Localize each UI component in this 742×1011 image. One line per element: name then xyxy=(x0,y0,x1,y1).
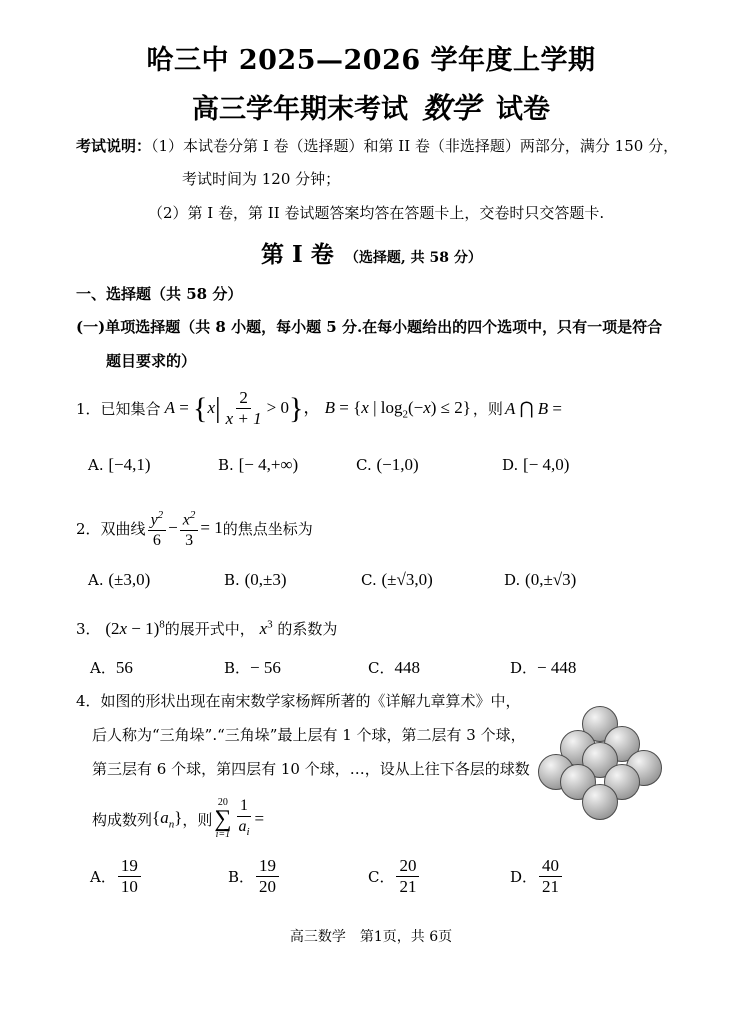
q2-option-d: D. (0,±√3) xyxy=(504,570,577,589)
section-heading xyxy=(261,236,482,269)
exam-title-right: 试卷 xyxy=(496,94,550,125)
q2-pre: 双曲线 xyxy=(100,519,146,538)
q3-mid: 的展开式中， xyxy=(164,620,255,638)
q1-frac-num: 2 xyxy=(236,388,251,409)
q1-option-a: A. [−4,1) xyxy=(88,455,151,474)
instructions-item1-cont: 考试时间为 120 分钟； xyxy=(182,170,341,188)
q2-option-b: B. (0,±3) xyxy=(224,570,287,589)
q4-option-a: A． $\frac{19}{10}$ xyxy=(90,856,143,897)
q1-option-c: C. (−1,0) xyxy=(356,455,419,474)
q4-option-b: B． $\frac{19}{20}$ xyxy=(228,856,281,897)
exam-title-left: 高三学年期末考试 xyxy=(191,94,408,125)
q4-text-2: 后人称为“三角垛”.“三角垛”最上层有 1 个球，第二层有 3 个球， xyxy=(92,726,526,744)
subpart-heading-cont: 题目要求的） xyxy=(106,352,197,370)
q1-option-b: B. [− 4,+∞) xyxy=(218,455,299,474)
q3-option-d: D．− 448 xyxy=(510,658,577,677)
page-footer: 高三数学 第1页，共 6页 xyxy=(289,929,453,945)
q2-frac-1: $\frac{y^2}{6}$ xyxy=(148,505,167,551)
q4-option-d: D． $\frac{40}{21}$ xyxy=(510,856,564,897)
q1-pre: 已知集合 xyxy=(100,400,161,418)
triangular-pile-image xyxy=(538,706,664,824)
q4-sum: 20 ∑ i=1 xyxy=(214,797,232,841)
instructions-item1: （1）本试卷分第 I 卷（选择题）和第 II 卷（非选择题）两部分，满分 150 分， xyxy=(151,137,679,155)
q4-sum-bottom: i=1 xyxy=(215,829,231,841)
q1-tail: ，则 xyxy=(472,400,503,418)
q2-tail: 的焦点坐标为 xyxy=(222,519,313,538)
q1-option-d: D. [− 4,0) xyxy=(502,455,570,474)
question-4-line1 xyxy=(76,690,521,711)
ball xyxy=(582,784,618,820)
q2-frac-2: $\frac{x^2}{3}$ xyxy=(180,505,199,551)
q1-frac-den: x + 1 xyxy=(225,409,262,428)
q3-option-a: A．56 xyxy=(90,658,133,677)
q2-number: 2． xyxy=(76,519,101,538)
q4-option-c: C． $\frac{20}{21}$ xyxy=(368,856,421,897)
subpart-heading: (一)单项选择题（共 8 小题，每小题 5 分.在每小题给出的四个选项中，只有一项是符合 xyxy=(76,318,663,336)
instructions-line1 xyxy=(76,135,678,156)
exam-title-line1: 哈三中 2025—2026 学年度上学期 xyxy=(146,45,596,76)
q4-line4-mid: ，则 xyxy=(182,810,213,829)
q4-sum-top: 20 xyxy=(217,797,228,809)
q3-option-c: C．448 xyxy=(368,658,420,677)
q2-option-a: A. (±3,0) xyxy=(88,570,151,589)
question-2: 2． 双曲线 $\frac{y^2}{6}$ − $\frac{x^2}{3}$ = 1 的焦点坐标为 xyxy=(76,505,313,551)
section-title: 第 I 卷 xyxy=(261,241,334,268)
q4-number: 4． xyxy=(76,692,101,710)
q1-fraction xyxy=(223,388,265,429)
q3-tail: 的系数为 xyxy=(277,620,338,638)
q1-number: 1． xyxy=(76,400,101,418)
question-3: 3． $(2x - 1)^8$的展开式中， $x^3$ 的系数为 xyxy=(76,618,338,638)
q4-options xyxy=(90,856,650,906)
exam-title-line2 xyxy=(0,86,742,127)
q4-text-1: 如图的形状出现在南宋数学家杨辉所著的《详解九章算术》中， xyxy=(100,692,521,710)
q4-text-3: 第三层有 6 个球，第四层有 10 个球，…，设从上往下各层的球数 xyxy=(92,760,530,778)
instructions-label: 考试说明： xyxy=(76,137,152,155)
section-note: （选择题, 共 58 分） xyxy=(344,250,482,266)
part-heading: 一、选择题（共 58 分） xyxy=(76,285,243,303)
q4-text-4: 构成数列 $\{a_n\}$ ，则 20 ∑ i=1 $\frac{1}{a_i}$ = xyxy=(92,797,265,841)
q3-option-b: B．− 56 xyxy=(224,658,281,677)
q3-number: 3． xyxy=(76,620,101,638)
q4-line4-pre: 构成数列 xyxy=(92,810,153,829)
q2-option-c: C. (±√3,0) xyxy=(361,570,433,589)
instructions-item2: （2）第 I 卷，第 II 卷试题答案均答在答题卡上，交卷时只交答题卡. xyxy=(148,204,605,222)
exam-subject: 数学 xyxy=(421,91,480,125)
question-1: 1． 已知集合 A = {x| $\frac{2}{x + 1}$ > 0}， B = {x | $\log_2(-x) \le 2$} ，则 A ⋂ B = xyxy=(76,388,563,428)
